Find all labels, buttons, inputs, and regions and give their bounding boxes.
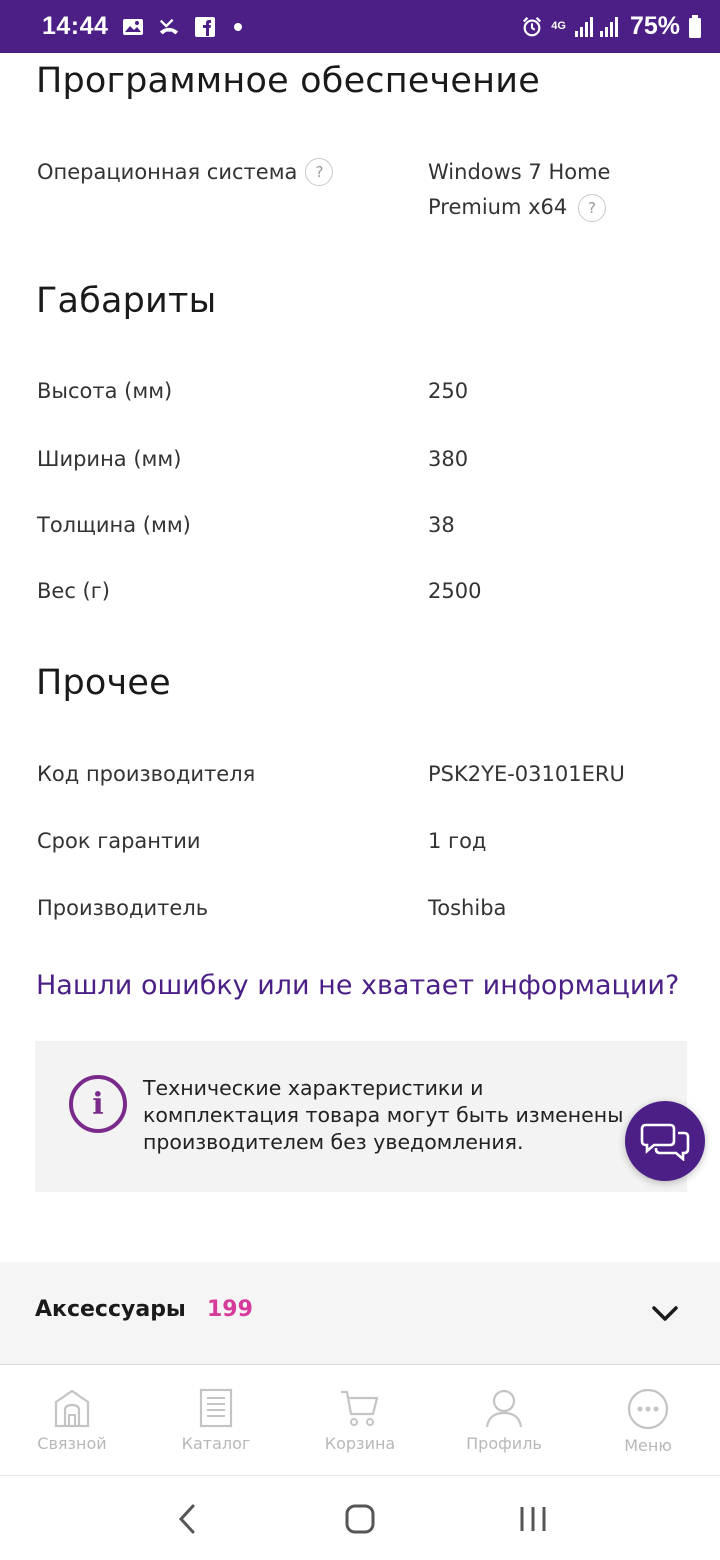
tab-profile[interactable] [432, 1366, 576, 1476]
info-line: производителем без уведомления. [143, 1130, 524, 1154]
spec-label: Вес (г) [37, 579, 110, 603]
spec-value: 38 [428, 513, 455, 537]
profile-icon [484, 1388, 524, 1428]
chat-bubbles-icon [640, 1121, 690, 1161]
tab-cart[interactable] [288, 1366, 432, 1476]
section-title-software: Программное обеспечение [36, 61, 540, 101]
notification-dot-icon [234, 23, 242, 31]
bottom-tab-bar [0, 1366, 720, 1476]
tab-catalog[interactable] [144, 1366, 288, 1476]
home-icon [52, 1388, 92, 1428]
tab-menu[interactable] [576, 1366, 720, 1476]
tab-label: Связной [37, 1434, 107, 1453]
chat-button[interactable] [625, 1101, 705, 1181]
battery-icon [688, 16, 702, 38]
info-notice-text [143, 1075, 663, 1156]
battery-percent: 75% [629, 12, 680, 40]
back-icon [175, 1503, 199, 1535]
info-line: Технические характеристики и [143, 1076, 484, 1100]
spec-value: 380 [428, 447, 469, 471]
tab-home[interactable] [0, 1366, 144, 1476]
info-notice [35, 1041, 687, 1192]
tab-label: Корзина [324, 1434, 396, 1453]
section-title-dimensions: Габариты [36, 281, 217, 321]
tab-label: Профиль [466, 1434, 542, 1453]
accessories-row[interactable] [0, 1262, 720, 1365]
facebook-icon [194, 16, 216, 38]
spec-value: Toshiba [428, 896, 507, 920]
spec-label: Толщина (мм) [37, 513, 191, 537]
status-time: 14:44 [42, 12, 109, 40]
recents-icon [517, 1503, 549, 1535]
cart-icon [339, 1388, 381, 1428]
chevron-down-icon [650, 1298, 680, 1328]
spec-label: Производитель [37, 896, 209, 920]
spec-value: PSK2YE-03101ERU [428, 762, 625, 786]
info-icon: i [69, 1075, 127, 1133]
spec-value [428, 155, 678, 225]
spec-label: Код производителя [37, 762, 256, 786]
spec-label: Срок гарантии [37, 829, 201, 853]
menu-dots-icon [627, 1388, 669, 1430]
system-nav-bar [0, 1477, 720, 1560]
status-bar [0, 0, 720, 53]
info-line: комплектация товара могут быть изменены [143, 1103, 624, 1127]
spec-value: 1 год [428, 829, 487, 853]
signal-icon [574, 16, 622, 38]
spec-label: Операционная система [37, 160, 298, 184]
home-square-icon [344, 1503, 376, 1535]
missed-call-icon [158, 16, 180, 38]
spec-value: 2500 [428, 579, 482, 603]
section-title-other: Прочее [36, 663, 171, 703]
spec-label: Ширина (мм) [37, 447, 182, 471]
spec-value-line2: Premium x64 [428, 195, 568, 219]
spec-label: Высота (мм) [37, 379, 173, 403]
accessories-label: Аксессуары [35, 1297, 186, 1322]
recents-button[interactable] [503, 1489, 563, 1549]
accessories-count: 199 [207, 1297, 253, 1322]
spec-label-wrap [37, 158, 333, 186]
catalog-icon [196, 1388, 236, 1428]
image-icon [122, 16, 144, 38]
report-error-link[interactable]: Нашли ошибку или не хватает информации? [36, 970, 680, 1001]
back-button[interactable] [157, 1489, 217, 1549]
spec-value-line1: Windows 7 Home [428, 160, 611, 184]
help-icon[interactable]: ? [578, 194, 606, 222]
alarm-icon [521, 16, 543, 38]
spec-value: 250 [428, 379, 469, 403]
tab-label: Каталог [181, 1434, 251, 1453]
tab-label: Меню [624, 1436, 672, 1455]
home-button[interactable] [330, 1489, 390, 1549]
network-type: 4G [551, 20, 566, 32]
help-icon[interactable]: ? [305, 158, 333, 186]
